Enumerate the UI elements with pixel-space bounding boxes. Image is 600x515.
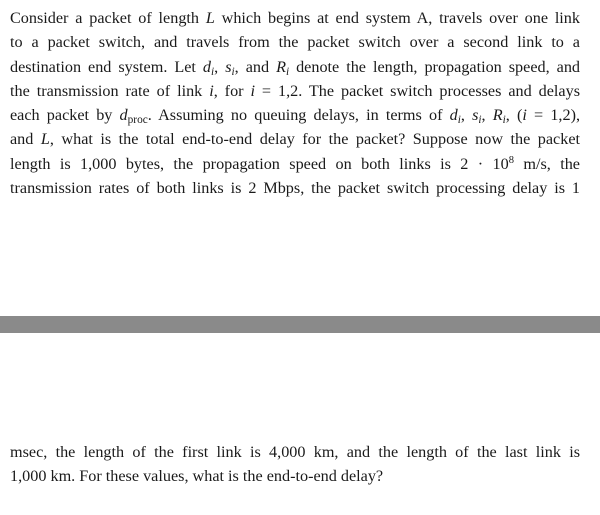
problem-paragraph-part-2	[10, 440, 580, 489]
problem-paragraph-part-1	[10, 6, 580, 200]
text-line: transmission rates of both links is 2 Mbps, the packet switch processing delay is 1	[10, 179, 580, 198]
text-line: the transmission rate of link i, for i = 1,2. The packet switch processes and delays	[10, 81, 581, 100]
text-line: msec, the length of the first link is 4,000 km, and the length of the last link is	[10, 443, 580, 461]
text-line: destination end system. Let $d_i$, $s_i$, and $R_i$ denote the length, propagation speed, and	[10, 57, 581, 78]
text-line: to a packet switch, and travels from the packet switch over a second link to a	[10, 33, 580, 52]
text-line: length is 1,000 bytes, the propagation speed on both links is $2 \cdot 10^8$ m/s, the	[10, 154, 580, 173]
text-line: Consider a packet of length L which begins at end system A, travels over one link	[10, 9, 580, 27]
page-break-band	[0, 316, 600, 333]
text-line: 1,000 km. For these values, what is the end-to-end delay?	[10, 467, 384, 486]
text-line: and L, what is the total end-to-end delay for the packet? Suppose now the packet	[10, 130, 581, 149]
text-line: each packet by $d_{proc}$. Assuming no queuing delays, in terms of $d_i$, $s_i$, $R_i$, (i = 1,2),	[10, 106, 581, 127]
